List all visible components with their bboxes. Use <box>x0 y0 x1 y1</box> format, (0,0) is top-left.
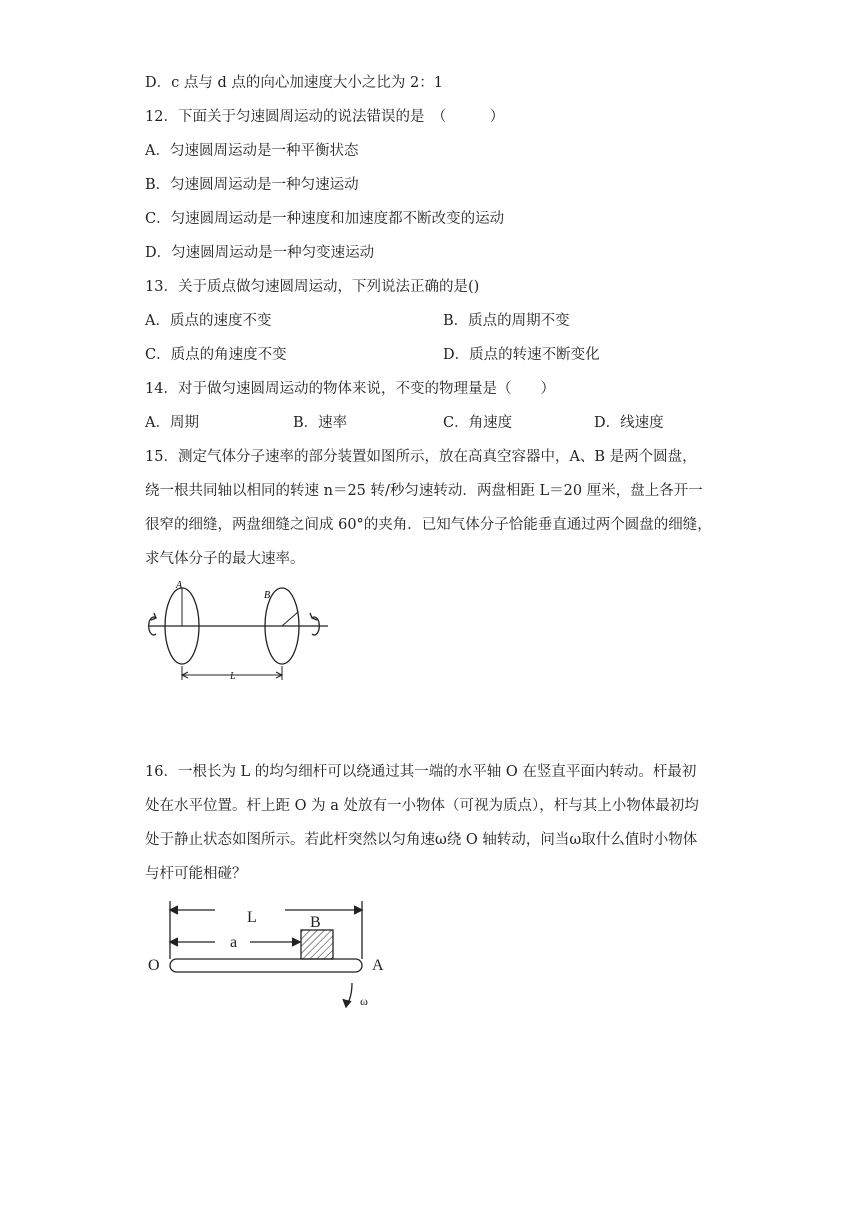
q14-option-d: D．线速度 <box>594 415 664 431</box>
disc-b-label: B <box>264 590 271 601</box>
q16-text-line-3: 处于静止状态如图所示。若此杆突然以匀角速ω绕 O 轴转动，问当ω取什么值时小物体 <box>145 832 698 848</box>
q13-option-d: D．质点的转速不断变化 <box>443 347 600 363</box>
q16-text-line-1: 16．一根长为 L 的均匀细杆可以绕通过其一端的水平轴 O 在竖直平面内转动。杆最初 <box>145 764 697 780</box>
q11-option-d: D．c 点与 d 点的向心加速度大小之比为 2：1 <box>145 75 443 91</box>
q14-option-c: C．角速度 <box>443 415 513 431</box>
q12-option-b: B．匀速圆周运动是一种匀速运动 <box>145 177 359 193</box>
q16-text-line-2: 处在水平位置。杆上距 O 为 a 处放有一小物体（可视为质点），杆与其上小物体最初均 <box>145 798 699 814</box>
label-l: L <box>247 909 257 926</box>
disc-apparatus-figure <box>140 580 340 685</box>
q12-stem: 12．下面关于匀速圆周运动的说法错误的是 （ ） <box>145 109 505 125</box>
q12-option-a: A．匀速圆周运动是一种平衡状态 <box>145 143 359 159</box>
q12-option-c: C．匀速圆周运动是一种速度和加速度都不断改变的运动 <box>145 211 505 227</box>
label-omega: ω <box>360 994 368 1008</box>
label-a-distance: a <box>230 934 238 951</box>
rod-block-figure <box>140 895 400 1015</box>
disc-a-label: A <box>176 580 183 591</box>
q12-option-d: D．匀速圆周运动是一种匀变速运动 <box>145 245 375 261</box>
block-b <box>301 930 333 959</box>
q13-option-c: C．质点的角速度不变 <box>145 347 287 363</box>
q15-text-line-2: 绕一根共同轴以相同的转速 n＝25 转/秒匀速转动．两盘相距 L＝20 厘米，盘上各开一 <box>145 483 703 499</box>
label-b: B <box>310 914 321 931</box>
q13-option-a: A．质点的速度不变 <box>145 313 272 329</box>
q13-option-b: B．质点的周期不变 <box>443 313 570 329</box>
q14-option-a: A．周期 <box>145 415 199 431</box>
q13-stem: 13．关于质点做匀速圆周运动，下列说法正确的是() <box>145 279 480 295</box>
q15-text-line-1: 15．测定气体分子速率的部分装置如图所示，放在高真空容器中，A、B 是两个圆盘， <box>145 449 697 465</box>
rod <box>170 959 362 972</box>
q16-text-line-4: 与杆可能相碰？ <box>145 866 247 882</box>
q14-option-b: B．速率 <box>293 415 348 431</box>
label-o: O <box>148 957 160 974</box>
label-a: A <box>372 957 384 974</box>
q14-stem: 14．对于做匀速圆周运动的物体来说，不变的物理量是（ ） <box>145 381 555 397</box>
q15-text-line-3: 很窄的细缝，两盘细缝之间成 60°的夹角．已知气体分子恰能垂直通过两个圆盘的细缝， <box>145 517 712 533</box>
q15-text-line-4: 求气体分子的最大速率。 <box>145 551 305 567</box>
distance-l-label: L <box>230 671 236 682</box>
